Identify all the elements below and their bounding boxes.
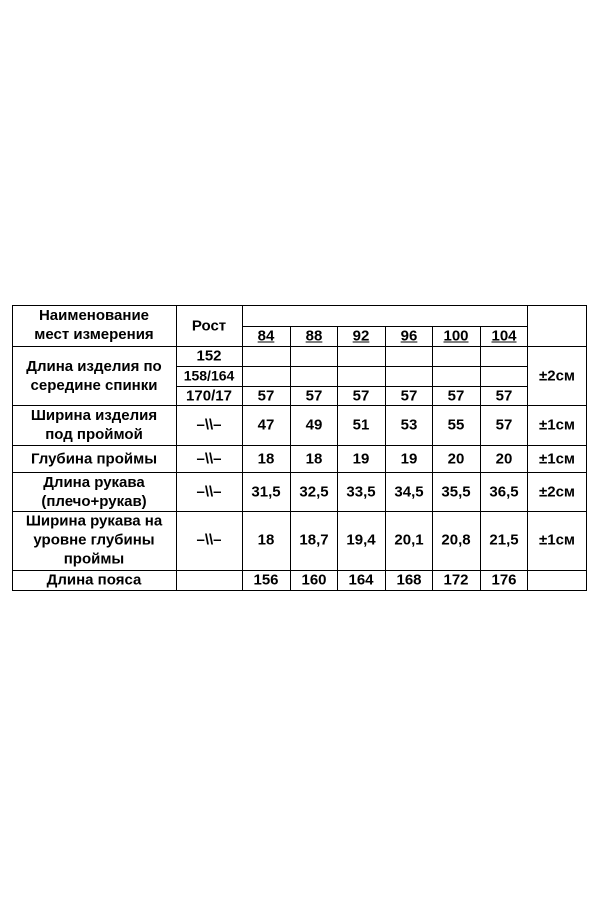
value-cell: 57	[495, 416, 513, 434]
value-cell: 49	[305, 416, 323, 434]
value-cell: 176	[491, 571, 517, 589]
row-label-belt-length: Длина пояса	[46, 571, 142, 589]
value-cell: 19,4	[346, 531, 376, 549]
size-96: 96	[400, 327, 418, 345]
row-label-back-length: Длина изделия по середине спинки	[26, 358, 162, 394]
value-cell: 20	[495, 450, 513, 468]
value-cell: 34,5	[394, 483, 424, 501]
height-152: 152	[196, 347, 222, 365]
size-92: 92	[352, 327, 370, 345]
grid-line	[242, 305, 243, 591]
value-cell: 51	[352, 416, 370, 434]
value-cell: 172	[443, 571, 469, 589]
grid-line	[432, 326, 433, 591]
tolerance-cell: ±2см	[538, 483, 576, 501]
value-cell: 160	[301, 571, 327, 589]
size-104: 104	[491, 327, 517, 345]
value-cell: 19	[400, 450, 418, 468]
value-cell: 20	[447, 450, 465, 468]
grid-line	[586, 305, 587, 591]
row-label-sleeve-length: Длина рукава (плечо+рукав)	[41, 474, 147, 510]
value-cell: 20,1	[394, 531, 424, 549]
value-cell: 57	[447, 387, 465, 405]
size-88: 88	[305, 327, 323, 345]
value-cell: 35,5	[441, 483, 471, 501]
tolerance-cell: ±2см	[538, 367, 576, 385]
tolerance-cell: ±1см	[538, 416, 576, 434]
size-84: 84	[257, 327, 275, 345]
value-cell: 168	[396, 571, 422, 589]
grid-line	[176, 305, 177, 591]
height-158-164: 158/164	[183, 367, 235, 384]
height-170: 170/17	[186, 387, 232, 405]
value-cell: 156	[253, 571, 279, 589]
value-cell: 19	[352, 450, 370, 468]
value-cell: 36,5	[489, 483, 519, 501]
grid-line	[385, 326, 386, 591]
ditto-mark: –\\–	[196, 416, 222, 434]
header-name-col: Наименование мест измерения	[34, 307, 154, 343]
value-cell: 21,5	[489, 531, 519, 549]
value-cell: 47	[257, 416, 275, 434]
value-cell: 33,5	[346, 483, 376, 501]
grid-line	[337, 326, 338, 591]
value-cell: 18	[305, 450, 323, 468]
size-100: 100	[443, 327, 469, 345]
grid-line	[480, 326, 481, 591]
row-label-width-armhole: Ширина изделия под проймой	[30, 407, 158, 443]
grid-line	[12, 445, 586, 446]
value-cell: 53	[400, 416, 418, 434]
value-cell: 57	[352, 387, 370, 405]
grid-line	[290, 326, 291, 591]
tolerance-cell: ±1см	[538, 531, 576, 549]
grid-line	[12, 590, 586, 591]
row-label-sleeve-width: Ширина рукава на уровне глубины проймы	[25, 512, 163, 568]
ditto-mark: –\\–	[196, 483, 222, 501]
value-cell: 32,5	[299, 483, 329, 501]
value-cell: 20,8	[441, 531, 471, 549]
value-cell: 31,5	[251, 483, 281, 501]
value-cell: 57	[400, 387, 418, 405]
value-cell: 55	[447, 416, 465, 434]
grid-line	[12, 305, 13, 591]
grid-line	[12, 346, 586, 347]
row-label-armhole-depth: Глубина проймы	[31, 450, 157, 468]
tolerance-cell: ±1см	[538, 450, 576, 468]
value-cell: 18	[257, 531, 275, 549]
value-cell: 18	[257, 450, 275, 468]
value-cell: 57	[495, 387, 513, 405]
ditto-mark: –\\–	[196, 531, 222, 549]
ditto-mark: –\\–	[196, 450, 222, 468]
header-height-col: Рост	[191, 317, 227, 335]
value-cell: 18,7	[299, 531, 329, 549]
grid-line	[527, 305, 528, 591]
value-cell: 164	[348, 571, 374, 589]
value-cell: 57	[257, 387, 275, 405]
value-cell: 57	[305, 387, 323, 405]
